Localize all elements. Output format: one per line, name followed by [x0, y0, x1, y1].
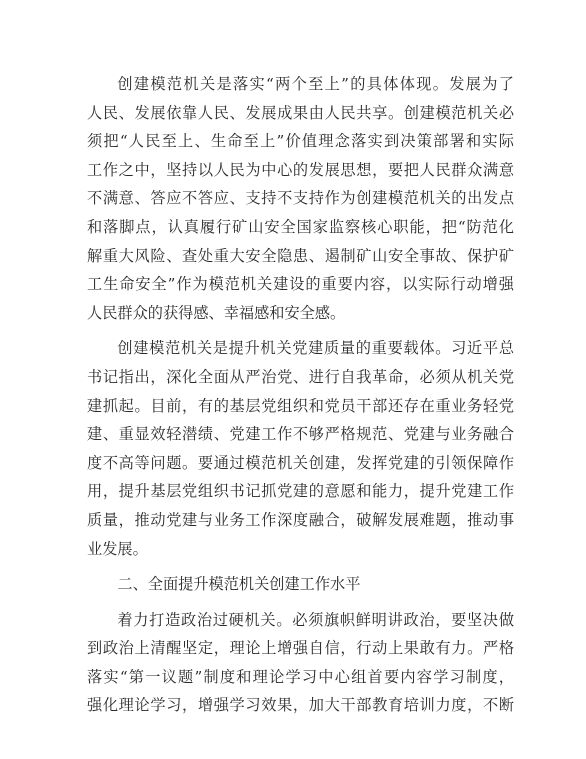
paragraph-line: 须把“人民至上、生命至上”价值理念落实到决策部署和实际: [87, 132, 514, 151]
paragraph-line: 人民、发展依靠人民、发展成果由人民共享。创建模范机关必: [87, 103, 514, 122]
paragraph-line: 度不高等问题。要通过模范机关创建，发挥党建的引领保障作: [87, 453, 514, 472]
paragraph-line: 业发展。: [87, 539, 148, 558]
paragraph-line: 工作之中，坚持以人民为中心的发展思想，要把人民群众满意: [87, 160, 514, 179]
paragraph-line: 工生命安全”作为模范机关建设的重要内容，以实际行动增强: [87, 275, 514, 294]
paragraph-line: 落实“第一议题”制度和理论学习中心组首要内容学习制度，: [87, 667, 514, 686]
paragraph-line: 书记指出，深化全面从严治党、进行自我革命，必须从机关党: [87, 367, 514, 386]
paragraph-line: 创建模范机关是落实“两个至上”的具体体现。发展为了: [117, 75, 514, 93]
paragraph-3: [87, 606, 514, 720]
paragraph-line: 人民群众的获得感、幸福感和安全感。: [87, 303, 346, 322]
paragraph-line: 强化理论学习，增强学习效果，加大干部教育培训力度，不断: [87, 696, 514, 715]
document-body: [87, 70, 514, 727]
paragraph-2: [87, 334, 514, 563]
paragraph-line: 质量，推动党建与业务工作深度融合，破解发展难题，推动事: [87, 510, 514, 529]
paragraph-line: 到政治上清醒坚定，理论上增强自信，行动上果敢有力。严格: [87, 639, 514, 658]
paragraph-line: 解重大风险、查处重大安全隐患、遏制矿山安全事故、保护矿: [87, 246, 514, 265]
paragraph-line: 和落脚点，认真履行矿山安全国家监察核心职能，把“防范化: [87, 217, 514, 236]
paragraph-line: 建、重显效轻潜绩、党建工作不够严格规范、党建与业务融合: [87, 425, 514, 444]
paragraph-1: [87, 70, 514, 327]
paragraph-line: 着力打造政治过硬机关。必须旗帜鲜明讲政治，要坚决做: [117, 610, 514, 629]
paragraph-line: 建抓起。目前，有的基层党组织和党员干部还存在重业务轻党: [87, 396, 514, 415]
paragraph-line: 不满意、答应不答应、支持不支持作为创建模范机关的出发点: [87, 189, 514, 208]
paragraph-line: 创建模范机关是提升机关党建质量的重要载体。习近平总: [117, 339, 514, 358]
section-heading: 二、全面提升模范机关创建工作水平: [117, 575, 361, 594]
paragraph-line: 用，提升基层党组织书记抓党建的意愿和能力，提升党建工作: [87, 482, 514, 501]
